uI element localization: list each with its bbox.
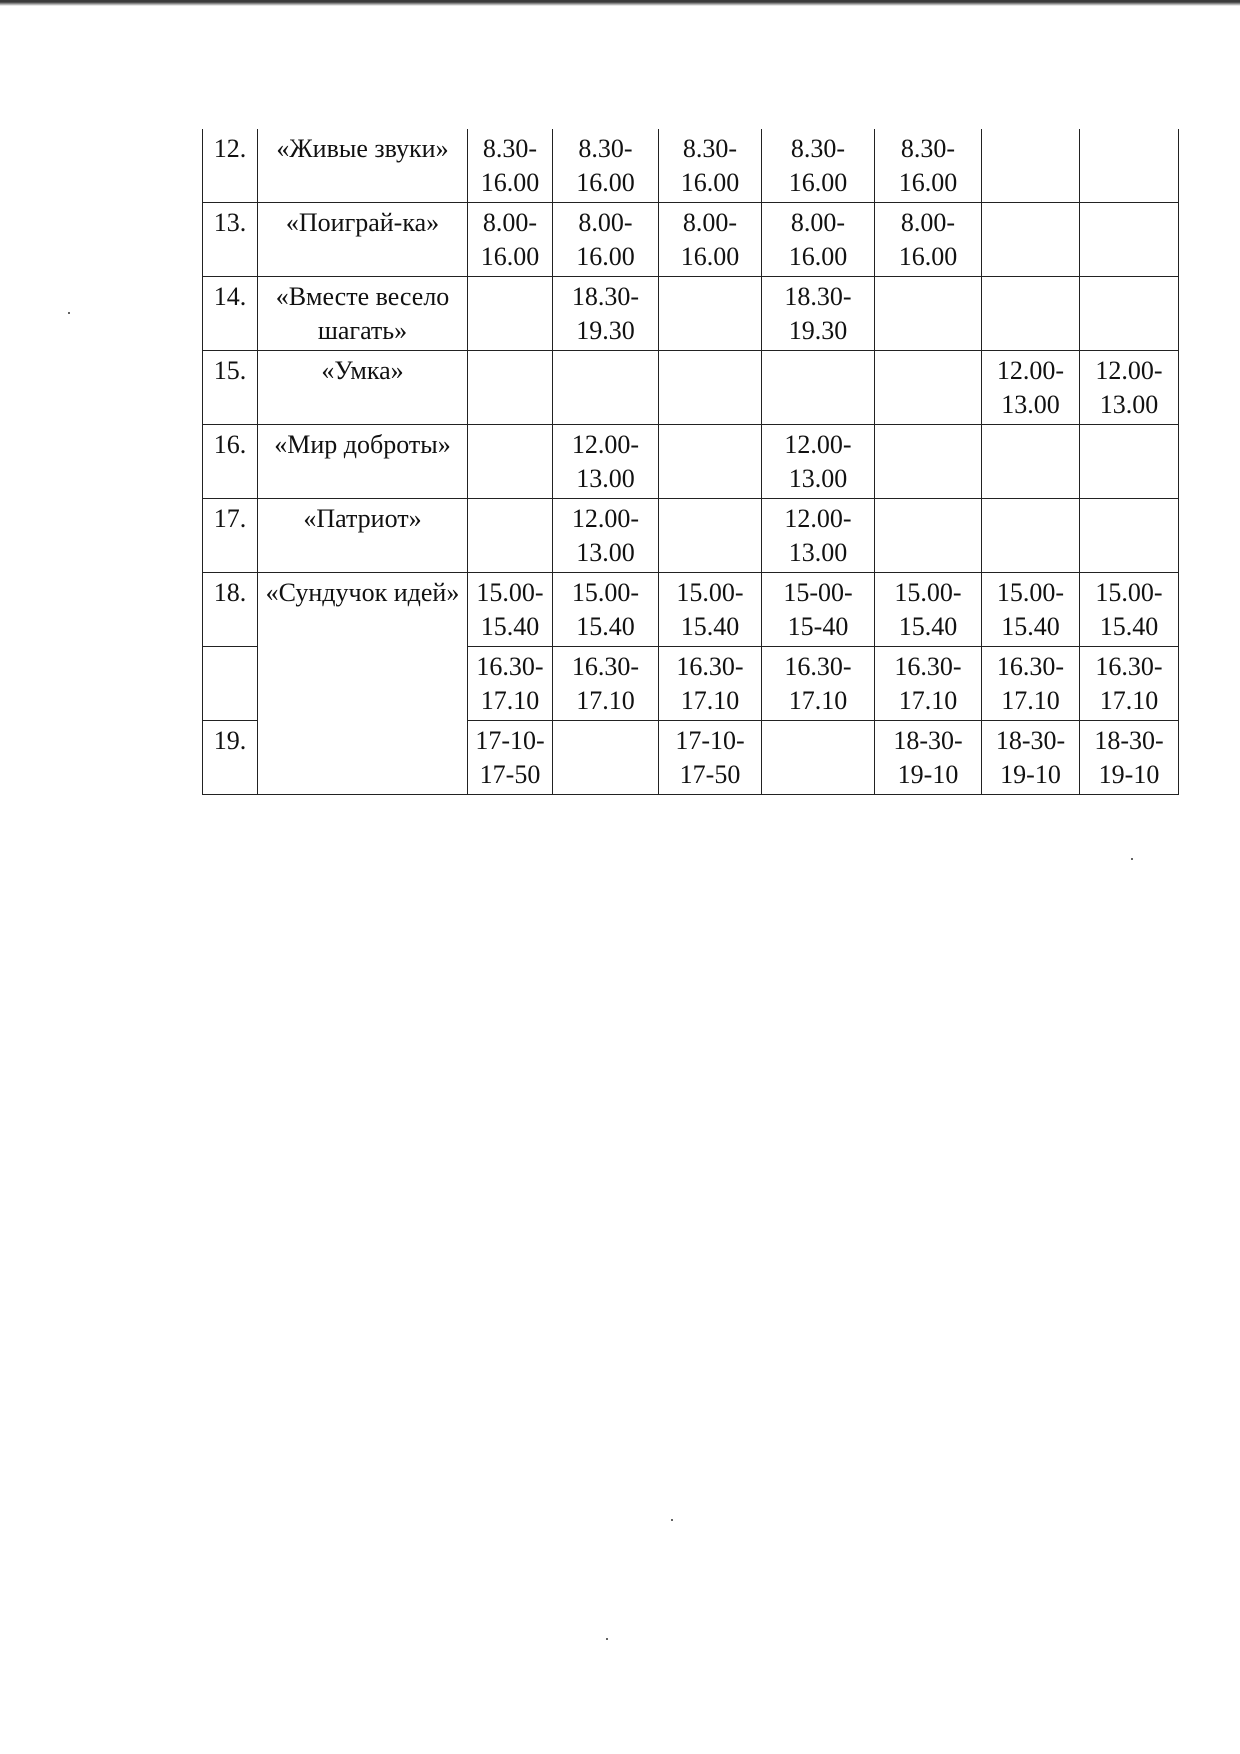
time-cell: 15.00- 15.40 xyxy=(659,573,762,647)
table-row xyxy=(203,277,1179,351)
time-cell: 15.00- 15.40 xyxy=(1080,573,1179,647)
time-cell: 18-30- 19-10 xyxy=(982,721,1080,795)
time-cell: 12.00- 13.00 xyxy=(762,499,875,573)
activity-name: «Мир доброты» xyxy=(258,425,468,499)
time-cell: 12.00- 13.00 xyxy=(553,425,659,499)
table-row xyxy=(203,203,1179,277)
time-cell xyxy=(982,277,1080,351)
time-cell xyxy=(1080,425,1179,499)
time-cell: 15.00- 15.40 xyxy=(553,573,659,647)
time-cell: 18-30- 19-10 xyxy=(1080,721,1179,795)
row-number: 13. xyxy=(203,203,258,277)
table-row xyxy=(203,351,1179,425)
time-cell: 8.00- 16.00 xyxy=(875,203,982,277)
time-cell: 15-00- 15-40 xyxy=(762,573,875,647)
time-cell xyxy=(468,425,553,499)
row-number: 18. xyxy=(203,573,258,647)
time-cell: 8.00- 16.00 xyxy=(659,203,762,277)
time-cell: 16.30- 17.10 xyxy=(553,647,659,721)
time-cell xyxy=(762,351,875,425)
time-cell: 18-30- 19-10 xyxy=(875,721,982,795)
row-number: 16. xyxy=(203,425,258,499)
activity-name: «Умка» xyxy=(258,351,468,425)
time-cell: 16.30- 17.10 xyxy=(1080,647,1179,721)
scan-speck xyxy=(68,312,70,314)
time-cell: 8.30- 16.00 xyxy=(875,129,982,203)
time-cell: 8.30- 16.00 xyxy=(762,129,875,203)
row-number: 17. xyxy=(203,499,258,573)
table-row xyxy=(203,129,1179,203)
time-cell: 16.30- 17.10 xyxy=(875,647,982,721)
time-cell: 12.00- 13.00 xyxy=(982,351,1080,425)
time-cell: 16.30- 17.10 xyxy=(468,647,553,721)
row-number xyxy=(203,647,258,721)
time-cell: 8.00- 16.00 xyxy=(553,203,659,277)
time-cell xyxy=(553,721,659,795)
time-cell xyxy=(468,499,553,573)
scan-speck xyxy=(1131,858,1133,860)
time-cell: 8.30- 16.00 xyxy=(468,129,553,203)
time-cell: 17-10- 17-50 xyxy=(468,721,553,795)
row-number: 19. xyxy=(203,721,258,795)
time-cell xyxy=(553,351,659,425)
time-cell xyxy=(1080,203,1179,277)
time-cell: 12.00- 13.00 xyxy=(762,425,875,499)
time-cell xyxy=(875,499,982,573)
table-row xyxy=(203,499,1179,573)
time-cell xyxy=(982,203,1080,277)
activity-name: «Сундучок идей» xyxy=(258,573,468,795)
time-cell: 17-10- 17-50 xyxy=(659,721,762,795)
time-cell: 8.30- 16.00 xyxy=(553,129,659,203)
schedule-body xyxy=(203,129,1179,795)
scan-edge xyxy=(0,0,1240,6)
time-cell xyxy=(1080,499,1179,573)
row-number: 15. xyxy=(203,351,258,425)
time-cell xyxy=(1080,277,1179,351)
time-cell xyxy=(659,499,762,573)
time-cell xyxy=(468,277,553,351)
row-number: 14. xyxy=(203,277,258,351)
time-cell: 16.30- 17.10 xyxy=(762,647,875,721)
time-cell: 12.00- 13.00 xyxy=(1080,351,1179,425)
table-row xyxy=(203,573,1179,647)
time-cell: 18.30- 19.30 xyxy=(762,277,875,351)
time-cell: 15.00- 15.40 xyxy=(982,573,1080,647)
activity-name: «Поиграй-ка» xyxy=(258,203,468,277)
activity-name: «Живые звуки» xyxy=(258,129,468,203)
time-cell xyxy=(982,425,1080,499)
time-cell: 16.30- 17.10 xyxy=(982,647,1080,721)
time-cell xyxy=(875,351,982,425)
activity-name: «Вместе весело шагать» xyxy=(258,277,468,351)
time-cell: 16.30- 17.10 xyxy=(659,647,762,721)
time-cell: 8.00- 16.00 xyxy=(762,203,875,277)
time-cell: 15.00- 15.40 xyxy=(875,573,982,647)
scan-speck xyxy=(606,1638,608,1640)
schedule-table xyxy=(202,129,1179,795)
time-cell xyxy=(659,351,762,425)
time-cell xyxy=(875,425,982,499)
time-cell xyxy=(762,721,875,795)
time-cell: 8.30- 16.00 xyxy=(659,129,762,203)
time-cell xyxy=(659,277,762,351)
activity-name: «Патриот» xyxy=(258,499,468,573)
time-cell xyxy=(659,425,762,499)
time-cell xyxy=(468,351,553,425)
table-row xyxy=(203,425,1179,499)
time-cell: 12.00- 13.00 xyxy=(553,499,659,573)
time-cell: 8.00- 16.00 xyxy=(468,203,553,277)
time-cell xyxy=(982,499,1080,573)
time-cell xyxy=(982,129,1080,203)
time-cell xyxy=(1080,129,1179,203)
time-cell xyxy=(875,277,982,351)
scan-speck xyxy=(671,1519,673,1521)
row-number: 12. xyxy=(203,129,258,203)
time-cell: 18.30- 19.30 xyxy=(553,277,659,351)
time-cell: 15.00- 15.40 xyxy=(468,573,553,647)
